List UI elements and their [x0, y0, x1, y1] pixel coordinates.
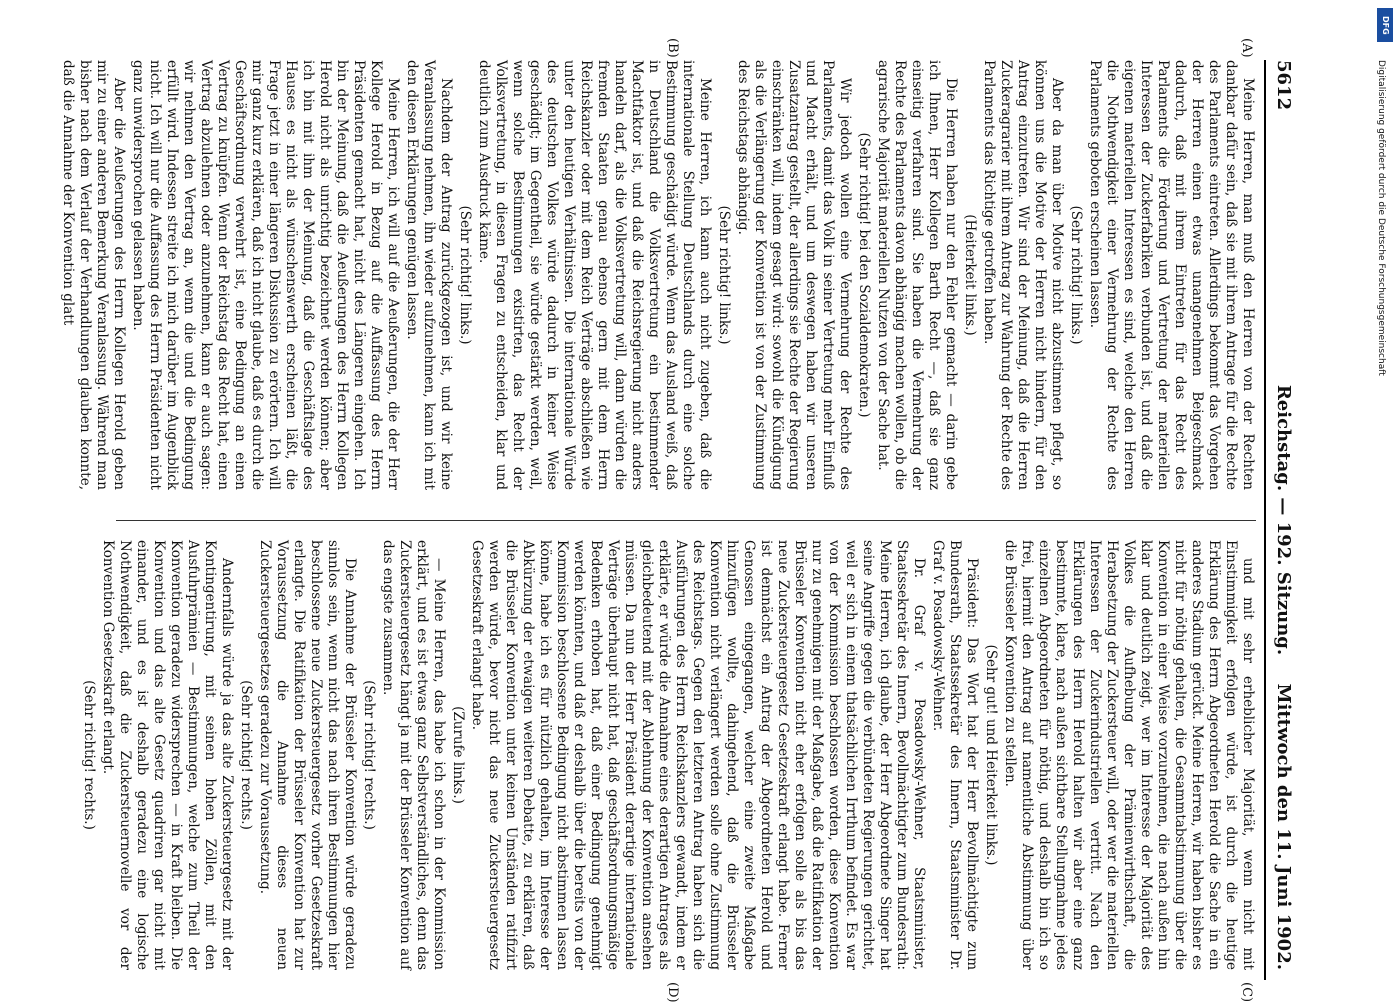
paragraph: (Sehr richtig! rechts.): [238, 680, 254, 830]
page-number: 5612: [1273, 60, 1294, 111]
dfg-logo: DFG: [1377, 8, 1393, 42]
paragraph: Andernfalls würde ja das alte Zuckersteuergesetz mit der Kontingentirung, mit seinen hohen Zöllen, mit den Ausfuhrprämien — Bestimmungen, welche zum Theil der Konvention geradezu widersprechen — in Kraft bleiben. Die Konvention und das alte Gesetz quadriren gar nicht mit einander, und es ist deshalb geradezu eine logische Nothwendigkeit, daß die Zuckersteuernovelle vor der Konvention Gesetzeskraft erlangt.: [100, 540, 235, 970]
paragraph: Nachdem der Antrag zurückgezogen ist, und wir keine Veranlassung nehmen, ihn wieder aufzunehmen, kann ich mit den diesen Erklärungen genügen lassen.: [404, 60, 454, 490]
paragraph: Dr. Graf v. Posadowsky-Wehner, Staatsminister, Staatssekretär des Innern, Bevollmächtigter zum Bundesrath: Meine Herren, ich glaube, der Herr Abgeordnete Singer hat seine Angriffe gegen die verbündeten Regierungen gerichtet, weil er sich in einem thatsächlichen Irrthum befindet. Es war von der Kommission beschlossen worden, diese Konvention nur zu genehmigen mit der Maßgabe, daß die Ratifikation der Brüsseler Konvention nicht eher erfolgen solle als bis das neue Zuckersteuergesetz Gesetzeskraft erlangt habe. Ferner ist demnächst ein Antrag der Abgeordneten Herold und Genossen eingegangen, welcher eine zweite Maßgabe hinzufügen wollte, dahingehend, daß die Brüsseler Konvention nicht verlängert werden solle ohne Zustimmung des Reichstags. Gegen den letzteren Antrag haben sich die Ausführungen des Herrn Reichskanzlers gewandt, indem er erklärte, er würde die Annahme eines derartigen Antrages als gleichbedeutend mit der Ablehnung der Konvention ansehen müssen. Da nun der Herr Präsident derartige internationale Verträge überhaupt nicht hat, daß geschäftsordnungsmäßige Bedenken erhoben hat, daß einer Bedingung genehmigt werden könnten, und daß er deshalb über die bereits von der Kommission beschlossene Bedingung nicht abstimmen lassen könne, habe ich es für nützlich gehalten, im Interesse der Abkürzung der etwaigen weiteren Debatte, zu erklären, daß die Brüsseler Konvention unter keinen Umständen ratifizirt werden würde, bevor nicht das neue Zuckersteuergesetz Gesetzeskraft erlangt habe.: [469, 540, 927, 970]
paragraph: Wir jedoch wollen eine Vermehrung der Rechte des Parlaments, damit das Volk in seiner Vertretung mehr Einfluß und Macht erhält, und um deswegen haben wir unseren Zusatzantrag gestellt, der allerdings sie Rechte der Regierung einschränken will, indem gesagt wird: sowohl die Kündigung als die Verlängerung der Konvention ist von der Zustimmung des Reichstags abhängig.: [735, 60, 853, 490]
digitization-note: [1372, 10, 1396, 990]
paragraph: (Sehr richtig! rechts.): [361, 680, 377, 830]
margin-marker-b: (B): [665, 38, 680, 58]
margin-marker-a: (A): [1239, 38, 1254, 58]
column-divider: [116, 520, 1256, 521]
header-rule: [1264, 60, 1266, 980]
right-column: [81, 540, 1256, 970]
paragraph: (Sehr richtig! links.): [716, 205, 732, 345]
rotated-page: [60, 38, 1300, 1003]
paragraph: (Sehr richtig! rechts.): [81, 680, 97, 830]
paragraph: (Sehr richtig! links.): [457, 205, 473, 345]
paragraph: (Sehr gut! und Heiterkeit links.): [983, 644, 999, 866]
paragraph: (Heiterkeit links.): [962, 214, 978, 336]
paragraph: Meine Herren, ich will auf die Aeußerungen, die der Herr Kollege Herold in Bezug auf die Auffassung des Herrn Präsidenten gemacht hat, nicht des Längeren eingehen. Ich bin der Meinung, daß die Aeußerungen des Herrn Kollegen Herold nicht als unrichtig bezeichnet werden können; aber ich bin mit ihm der Meinung, daß die Geschäftslage des Hauses es nicht als wünschenswerth erscheinen läßt, die Frage jetzt in einer längeren Diskussion zu erörtern. Ich will mir ganz kurz erklären, daß ich nicht glaube, daß es durch die Geschäftsordnung verwehrt ist, eine Bedingung an einen Vertrag zu knüpfen. Wenn der Reichstag das Recht hat, einen Vertrag abzulehnen oder anzunehmen, kann er auch sagen: wir nehmen den Vertrag an, wenn die und die Bedingung erfüllt wird. Indessen streite ich mich darüber im Augenblick nicht. Ich will nur die Auffassung des Herrn Präsidenten nicht ganz unwidersprochen gelassen haben.: [130, 60, 401, 490]
paragraph: — Meine Herren, das habe ich schon in der Kommission erklärt, und es ist etwas ganz Selbstverständliches, denn das Zuckersteuergesetz hängt ja mit der Brüsseler Konvention auf das engste zusammen.: [380, 540, 447, 970]
paragraph: Aber da man über Motive nicht abzustimmen pflegt, so können uns die Motive der Herren nicht hindern, für den Antrag einzutreten. Wir sind der Meinung, daß die Herren Zuckeragrarier mit ihrem Antrag zur Wahrung der Rechte des Parlaments das Richtige getroffen haben.: [981, 60, 1065, 490]
session-date: Mittwoch den 11. Juni 1902.: [1273, 683, 1294, 970]
paragraph: Meine Herren, ich kann auch nicht zugeben, daß die internationale Stellung Deutschlands durch eine solche Bestimmung geschädigt würde. Wenn das Ausland weiß, daß in Deutschland die Volksvertretung ein bestimmender Machtfaktor ist, und daß die Reichsregierung nicht anders handeln darf, als die Volksvertretung will, dann würden die fremden Staaten genau ebenso gern mit dem Herrn Reichskanzler oder mit dem Reich Verträge abschließen wie unter den heutigen Verhältnissen. Die internationale Würde des deutschen Volkes würde dadurch in keiner Weise geschädigt; im Gegentheil, sie würde gestärkt werden, weil, wenn solche Bestimmungen existirten, das Recht der Volksvertretung, in diesen Fragen zu entscheiden, klar und deutlich zum Ausdruck käme.: [476, 60, 713, 490]
paragraph: Die Herren haben nur den Fehler gemacht — darin gebe ich Ihnen, Herr Kollegen Barth Recht —, daß sie ganz einseitig verfahren sind. Sie haben die Vermehrung der Rechte des Parlaments davon abhängig machen wollen, ob die agrarische Majorität materiellen Nutzen von der Sache hat.: [875, 60, 959, 490]
paragraph: (Zurufe links.): [450, 706, 466, 804]
digitization-note-text: Digitalisierung gefördert durch die Deutsche Forschungsgemeinschaft: [1376, 60, 1386, 376]
margin-marker-c: (C): [1239, 982, 1254, 1003]
paragraph: (Sehr richtig! links.): [1068, 205, 1084, 345]
paragraph: (Sehr richtig! bei den Sozialdemokraten.): [856, 132, 872, 418]
session-title: Reichstag. — 192. Sitzung.: [1273, 384, 1294, 656]
page-header: [1266, 60, 1300, 980]
paragraph: Aber die Aeußerungen des Herrn Kollegen Herold geben mir zu einer anderen Bemerkung Veranlassung. Während man bisher nach dem Verlauf der Verhandlungen glauben konnte, daß die Annahme der Konvention glatt: [60, 60, 127, 490]
paragraph: Präsident: Das Wort hat der Herr Bevollmächtigte zum Bundesrath, Staatssekretär des Innern, Staatsminister Dr. Graf v. Posadowsky-Wehner.: [930, 540, 980, 970]
margin-marker-d: (D): [665, 982, 680, 1003]
paragraph: und mit sehr erheblicher Majorität, wenn nicht mit Einstimmigkeit erfolgen würde, ist durch die heutige Erklärung des Herrn Abgeordneten Herold die Sache in ein anderes Stadium gerückt. Meine Herren, wir haben bisher es nicht für nöthig gehalten, die Gesammtabstimmung über die Konvention in einer Weise vorzunehmen, die nach außen hin klar und deutlich zeigt, wer im Interesse der Majorität des Volkes die Aufhebung der Prämienwirthschaft, die Herabsetzung der Zuckersteuer will, oder wer die materiellen Interessen der Zuckerindustriellen vertritt. Nach den Erklärungen des Herrn Herold halten wir aber eine ganz bestimmte, klare, nach außen sichtbare Stellungnahme jedes einzelnen Abgeordneten für nöthig, und deshalb bin ich so frei, hiermit den Antrag auf namentliche Abstimmung über die Brüsseler Konvention zu stellen.: [1002, 540, 1256, 970]
paragraph: Die Annahme der Brüsseler Konvention würde geradezu sinnlos sein, wenn nicht das nach ihren Bestimmungen hier beschlossene neue Zuckersteuergesetz vorher Gesetzeskraft erlangte. Die Ratifikation der Brüsseler Konvention hat zur Voraussetzung die Annahme dieses neuen Zuckersteuergesetzes geradezu zur Voraussetzung.: [257, 540, 358, 970]
left-column: [60, 60, 1256, 490]
paragraph: Meine Herren, man muß den Herren von der Rechten dankbar dafür sein, daß sie mit ihrem Antrage für die Rechte des Parlaments eintreten. Allerdings bekommt das Vorgehen der Herren einen etwas unangenehmen Beigeschmack dadurch, daß mit ihrem Eintreten für das Recht des Parlaments die Förderung und Vertretung der materiellen Interessen der Zuckerfabriken verbunden ist, und daß die eigenen materiellen Interessen es sind, welche den Herren die Nothwendigkeit einer Vermehrung der Rechte des Parlaments geboten erscheinen lassen.: [1087, 60, 1256, 490]
